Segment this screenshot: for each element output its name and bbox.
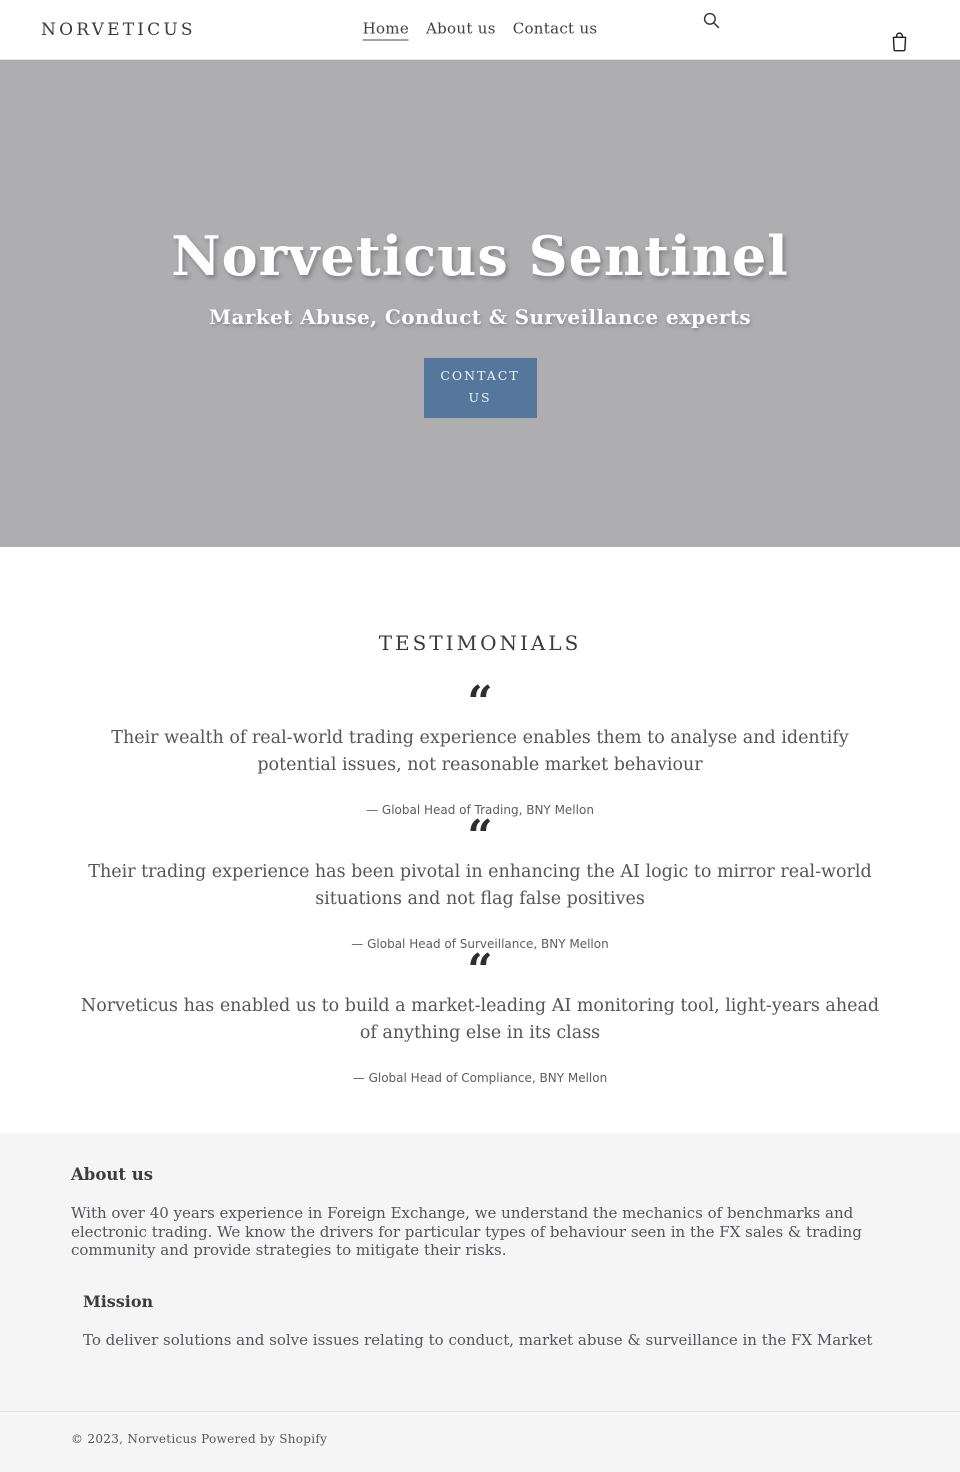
- quote-icon: “: [467, 677, 493, 728]
- testimonial-item: [75, 945, 885, 1085]
- copyright-text: © 2023,: [71, 1432, 124, 1446]
- testimonial-attribution: — Global Head of Compliance, BNY Mellon: [352, 1071, 608, 1085]
- search-button[interactable]: [702, 11, 721, 30]
- footer-brand-link[interactable]: Norveticus: [127, 1432, 198, 1446]
- testimonial-attribution: — Global Head of Trading, BNY Mellon: [366, 803, 594, 817]
- testimonial-quote: Their wealth of real-world trading experience enables them to analyse and identify potential issues, not reasonable market behaviour: [111, 728, 849, 775]
- logo[interactable]: NORVETICUS: [41, 19, 196, 40]
- hero-title: Norveticus Sentinel: [171, 224, 789, 288]
- about-body: With over 40 years experience in Foreign Exchange, we understand the mechanics of benchmarks and electronic trading. We know the drivers for particular types of behaviour seen in the FX sales & trading community and provide strategies to mitigate their risks.: [71, 1204, 862, 1259]
- nav-item-about-us[interactable]: About us: [426, 19, 496, 37]
- about-heading: About us: [71, 1165, 153, 1184]
- quote-icon: “: [467, 811, 493, 862]
- mission-block: [71, 1292, 890, 1350]
- about-section: [0, 1133, 960, 1411]
- mission-body: To deliver solutions and solve issues relating to conduct, market abuse & surveillance in the FX Market: [83, 1330, 873, 1349]
- nav-item-contact-us[interactable]: Contact us: [512, 19, 598, 37]
- site-header: [0, 0, 960, 60]
- hero-subtitle: Market Abuse, Conduct & Surveillance experts: [208, 305, 752, 329]
- testimonials-section: [0, 547, 960, 1133]
- search-icon: [702, 18, 721, 33]
- testimonial-quote: Norveticus has enabled us to build a market-leading AI monitoring tool, light-years ahead of anything else in its class: [80, 996, 880, 1043]
- testimonial-item: [75, 677, 885, 817]
- contact-us-button[interactable]: CONTACT US: [424, 358, 537, 418]
- testimonials-heading: TESTIMONIALS: [378, 631, 582, 655]
- nav-item-home[interactable]: Home: [363, 19, 409, 40]
- site-footer: [0, 1411, 960, 1472]
- cart-bag-icon: [890, 40, 909, 55]
- testimonial-attribution: — Global Head of Surveillance, BNY Mellon: [351, 937, 609, 951]
- mission-heading: Mission: [83, 1291, 154, 1311]
- quote-icon: “: [467, 945, 493, 996]
- hero-banner: [0, 60, 960, 547]
- testimonial-quote: Their trading experience has been pivotal in enhancing the AI logic to mirror real-world situations and not flag false positives: [88, 862, 872, 909]
- cart-button[interactable]: [890, 31, 909, 52]
- main-nav: [363, 19, 598, 40]
- testimonial-item: [75, 811, 885, 951]
- powered-by-shopify-link[interactable]: Powered by Shopify: [201, 1432, 328, 1446]
